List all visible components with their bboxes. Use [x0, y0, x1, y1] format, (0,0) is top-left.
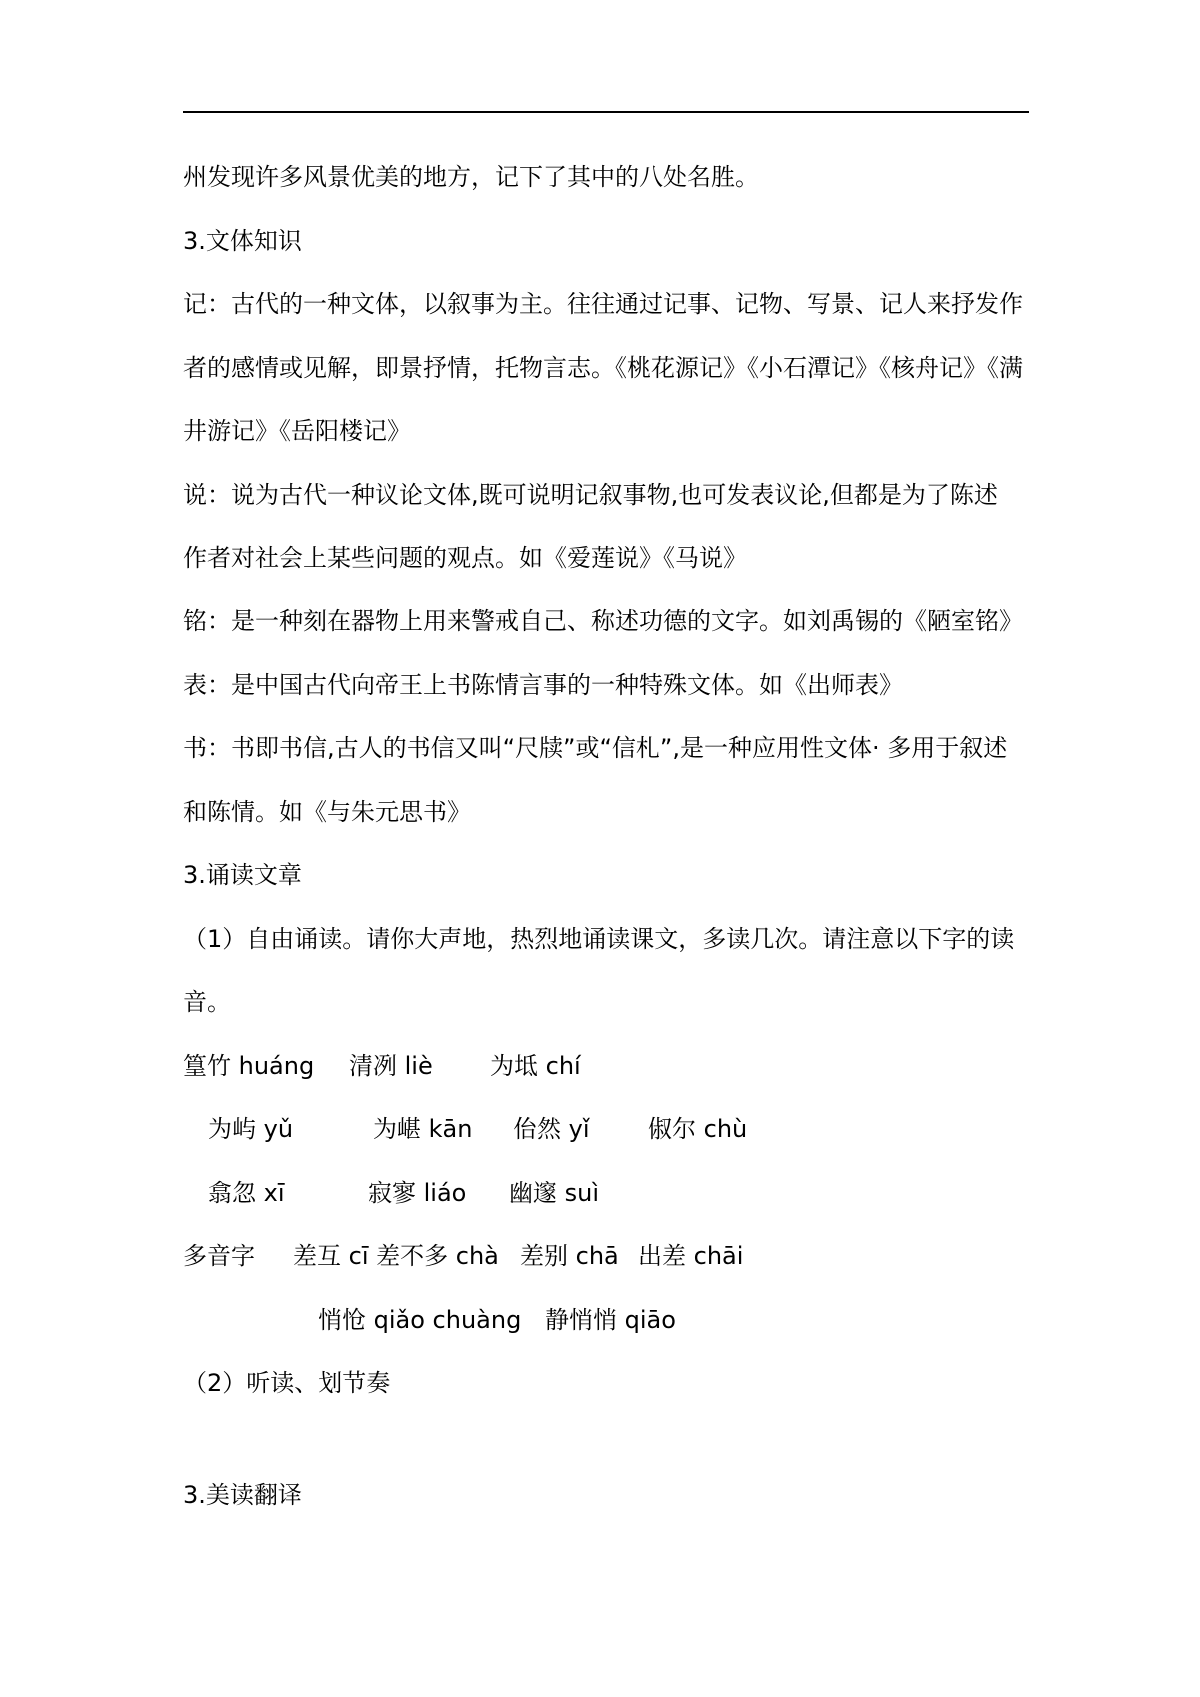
- text-line: 记：古代的一种文体，以叙事为主。往往通过记事、记物、写景、记人来抒发作: [183, 290, 1023, 318]
- section-heading: 3.美读翻译: [183, 1481, 302, 1509]
- text-line: 书：书即书信,古人的书信又叫“尺牍”或“信札”,是一种应用性文体· 多用于叙述: [183, 734, 1008, 762]
- pinyin-item: 寂寥 liáo: [368, 1179, 467, 1207]
- header-rule: [183, 111, 1029, 113]
- pinyin-item: 清冽 liè: [349, 1052, 433, 1080]
- text-line: 表：是中国古代向帝王上书陈情言事的一种特殊文体。如《出师表》: [183, 671, 903, 699]
- text-line: 音。: [183, 988, 231, 1016]
- text-line: （2）听读、划节奏: [183, 1369, 391, 1397]
- pinyin-item: 静悄悄 qiāo: [545, 1306, 676, 1334]
- text-line: 和陈情。如《与朱元思书》: [183, 798, 471, 826]
- pinyin-item: 佁然 yǐ: [513, 1115, 590, 1143]
- text-line: 井游记》《岳阳楼记》: [183, 417, 411, 445]
- pinyin-item: 差别 chā: [520, 1242, 619, 1270]
- pinyin-item: 为坻 chí: [490, 1052, 581, 1080]
- pinyin-item: 俶尔 chù: [648, 1115, 748, 1143]
- text-line: 州发现许多风景优美的地方，记下了其中的八处名胜。: [183, 163, 759, 191]
- pinyin-item: 为嵁 kān: [373, 1115, 473, 1143]
- section-heading: 3.文体知识: [183, 227, 302, 255]
- pinyin-item: 悄怆 qiǎo chuàng: [318, 1306, 522, 1334]
- pinyin-item: 出差 chāi: [638, 1242, 744, 1270]
- pinyin-item: 幽邃 suì: [509, 1179, 600, 1207]
- text-line: 作者对社会上某些问题的观点。如《爱莲说》《马说》: [183, 544, 747, 572]
- pinyin-item: 为屿 yǔ: [208, 1115, 294, 1143]
- pinyin-item: 翕忽 xī: [208, 1179, 285, 1207]
- text-line: 说：说为古代一种议论文体,既可说明记叙事物,也可发表议论,但都是为了陈述: [183, 481, 998, 509]
- pinyin-item: 篁竹 huáng: [183, 1052, 315, 1080]
- text-line: 者的感情或见解，即景抒情，托物言志。《桃花源记》《小石潭记》《核舟记》《满: [183, 354, 1023, 382]
- pinyin-item: 多音字: [183, 1242, 255, 1270]
- text-line: 铭：是一种刻在器物上用来警戒自己、称述功德的文字。如刘禹锡的《陋室铭》: [183, 607, 1023, 635]
- section-heading: 3.诵读文章: [183, 861, 302, 889]
- pinyin-item: 差互 cī 差不多 chà: [293, 1242, 499, 1270]
- text-line: （1）自由诵读。请你大声地，热烈地诵读课文，多读几次。请注意以下字的读: [183, 925, 1015, 953]
